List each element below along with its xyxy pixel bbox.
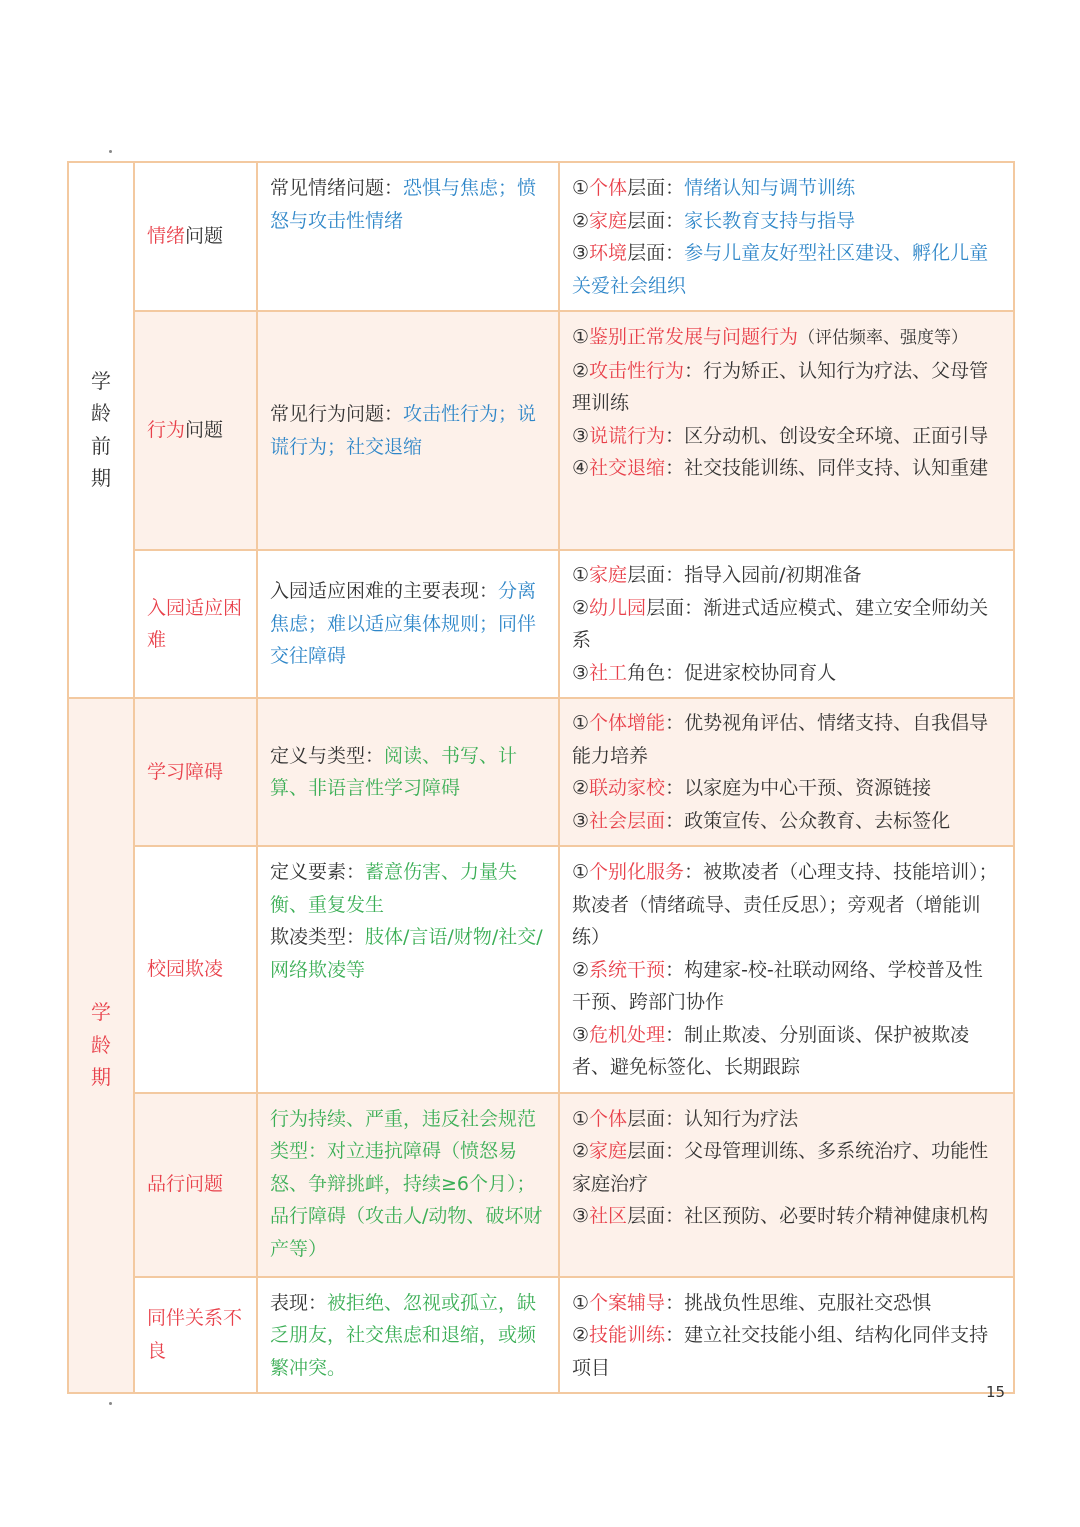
intervention-item: ④社交退缩：社交技能训练、同伴支持、认知重建	[572, 457, 989, 479]
intervention-item: ③危机处理：制止欺凌、分别面谈、保护被欺凌者、避免标签化、长期跟踪	[572, 1023, 970, 1078]
table-row	[68, 550, 1014, 698]
intervention-item: ①个体增能：优势视角评估、情绪支持、自我倡导能力培养	[572, 712, 989, 767]
definition-cell: 定义要素：蓄意伤害、力量失衡、重复发生 欺凌类型：肢体/言语/财物/社交/网络欺凌等	[257, 846, 559, 1093]
category-cell: 入园适应困难	[134, 550, 257, 698]
category-cell: 同伴关系不良	[134, 1277, 257, 1394]
page-dot-bottom	[109, 1402, 112, 1405]
intervention-item: ①家庭层面：指导入园前/初期准备	[572, 564, 862, 586]
intervention-item: ③社会层面：政策宣传、公众教育、去标签化	[572, 809, 951, 832]
intervention-cell	[559, 1277, 1014, 1394]
intervention-item: ①个体层面：认知行为疗法	[572, 1107, 799, 1130]
intervention-item: ③社区层面：社区预防、必要时转介精神健康机构	[572, 1205, 989, 1227]
table-row	[68, 1093, 1014, 1277]
definition-cell: 行为持续、严重，违反社会规范类型：对立违抗障碍（愤怒易怒、争辩挑衅，持续≥6个月）；品行障碍（攻击人/动物、破坏财产等）	[257, 1093, 559, 1277]
intervention-item: ③社工角色：促进家校协同育人	[572, 661, 837, 684]
intervention-item: ②家庭层面：父母管理训练、多系统治疗、功能性家庭治疗	[572, 1140, 989, 1195]
guidance-table	[67, 161, 1015, 1394]
definition-cell: 表现：被拒绝、忽视或孤立，缺乏朋友，社交焦虑和退缩，或频繁冲突。	[257, 1277, 559, 1394]
stage-cell-school	[68, 698, 134, 1393]
intervention-item: ③环境层面：参与儿童友好型社区建设、孵化儿童关爱社会组织	[572, 242, 989, 297]
intervention-item: ①个体层面：情绪认知与调节训练	[572, 177, 856, 199]
category-cell	[134, 162, 257, 311]
definition-cell: 入园适应困难的主要表现：分离焦虑；难以适应集体规则；同伴交往障碍	[257, 550, 559, 698]
intervention-item: ②幼儿园层面：渐进式适应模式、建立安全师幼关系	[572, 596, 989, 651]
intervention-item: ②攻击性行为：行为矫正、认知行为疗法、父母管理训练	[572, 359, 989, 414]
intervention-cell	[559, 1093, 1014, 1277]
table-row	[68, 311, 1014, 550]
category-cell: 品行问题	[134, 1093, 257, 1277]
definition-cell: 常见行为问题：攻击性行为；说谎行为；社交退缩	[257, 311, 559, 550]
intervention-item: ①鉴别正常发展与问题行为（评估频率、强度等）	[572, 326, 969, 348]
category-highlight: 情绪	[147, 225, 186, 248]
category-cell: 校园欺凌	[134, 846, 257, 1093]
intervention-item: ②联动家校：以家庭为中心干预、资源链接	[572, 777, 932, 799]
stage-label-preschool: 学龄前期	[91, 368, 111, 490]
intervention-cell	[559, 162, 1014, 311]
stage-label-school: 学龄期	[91, 1000, 111, 1090]
intervention-item: ①个案辅导：挑战负性思维、克服社交恐惧	[572, 1291, 932, 1314]
category-suffix: 问题	[185, 225, 224, 248]
intervention-cell	[559, 698, 1014, 846]
page-dot-top	[109, 150, 112, 153]
definition-cell	[257, 162, 559, 311]
intervention-item: ②技能训练：建立社交技能小组、结构化同伴支持项目	[572, 1324, 989, 1379]
page-number: 15	[986, 1383, 1006, 1401]
intervention-item: ①个别化服务：被欺凌者（心理支持、技能培训）；欺凌者（情绪疏导、责任反思）；旁观者（增能训练）	[572, 861, 998, 948]
table-row	[68, 1277, 1014, 1394]
table-row	[68, 846, 1014, 1093]
table-row	[68, 162, 1014, 311]
category-cell: 行为问题	[134, 311, 257, 550]
intervention-cell	[559, 550, 1014, 698]
intervention-item: ②系统干预：构建家-校-社联动网络、学校普及性干预、跨部门协作	[572, 958, 983, 1013]
intervention-item: ③说谎行为：区分动机、创设安全环境、正面引导	[572, 424, 989, 447]
category-cell: 学习障碍	[134, 698, 257, 846]
intervention-item: ②家庭层面：家长教育支持与指导	[572, 209, 856, 232]
stage-cell-preschool	[68, 162, 134, 698]
table-row	[68, 698, 1014, 846]
definition-value: 恐惧与焦虑；愤怒与攻击性情绪	[270, 177, 537, 232]
definition-cell: 定义与类型：阅读、书写、计算、非语言性学习障碍	[257, 698, 559, 846]
definition-label: 常见情绪问题：	[270, 177, 404, 199]
intervention-cell	[559, 311, 1014, 550]
intervention-cell	[559, 846, 1014, 1093]
